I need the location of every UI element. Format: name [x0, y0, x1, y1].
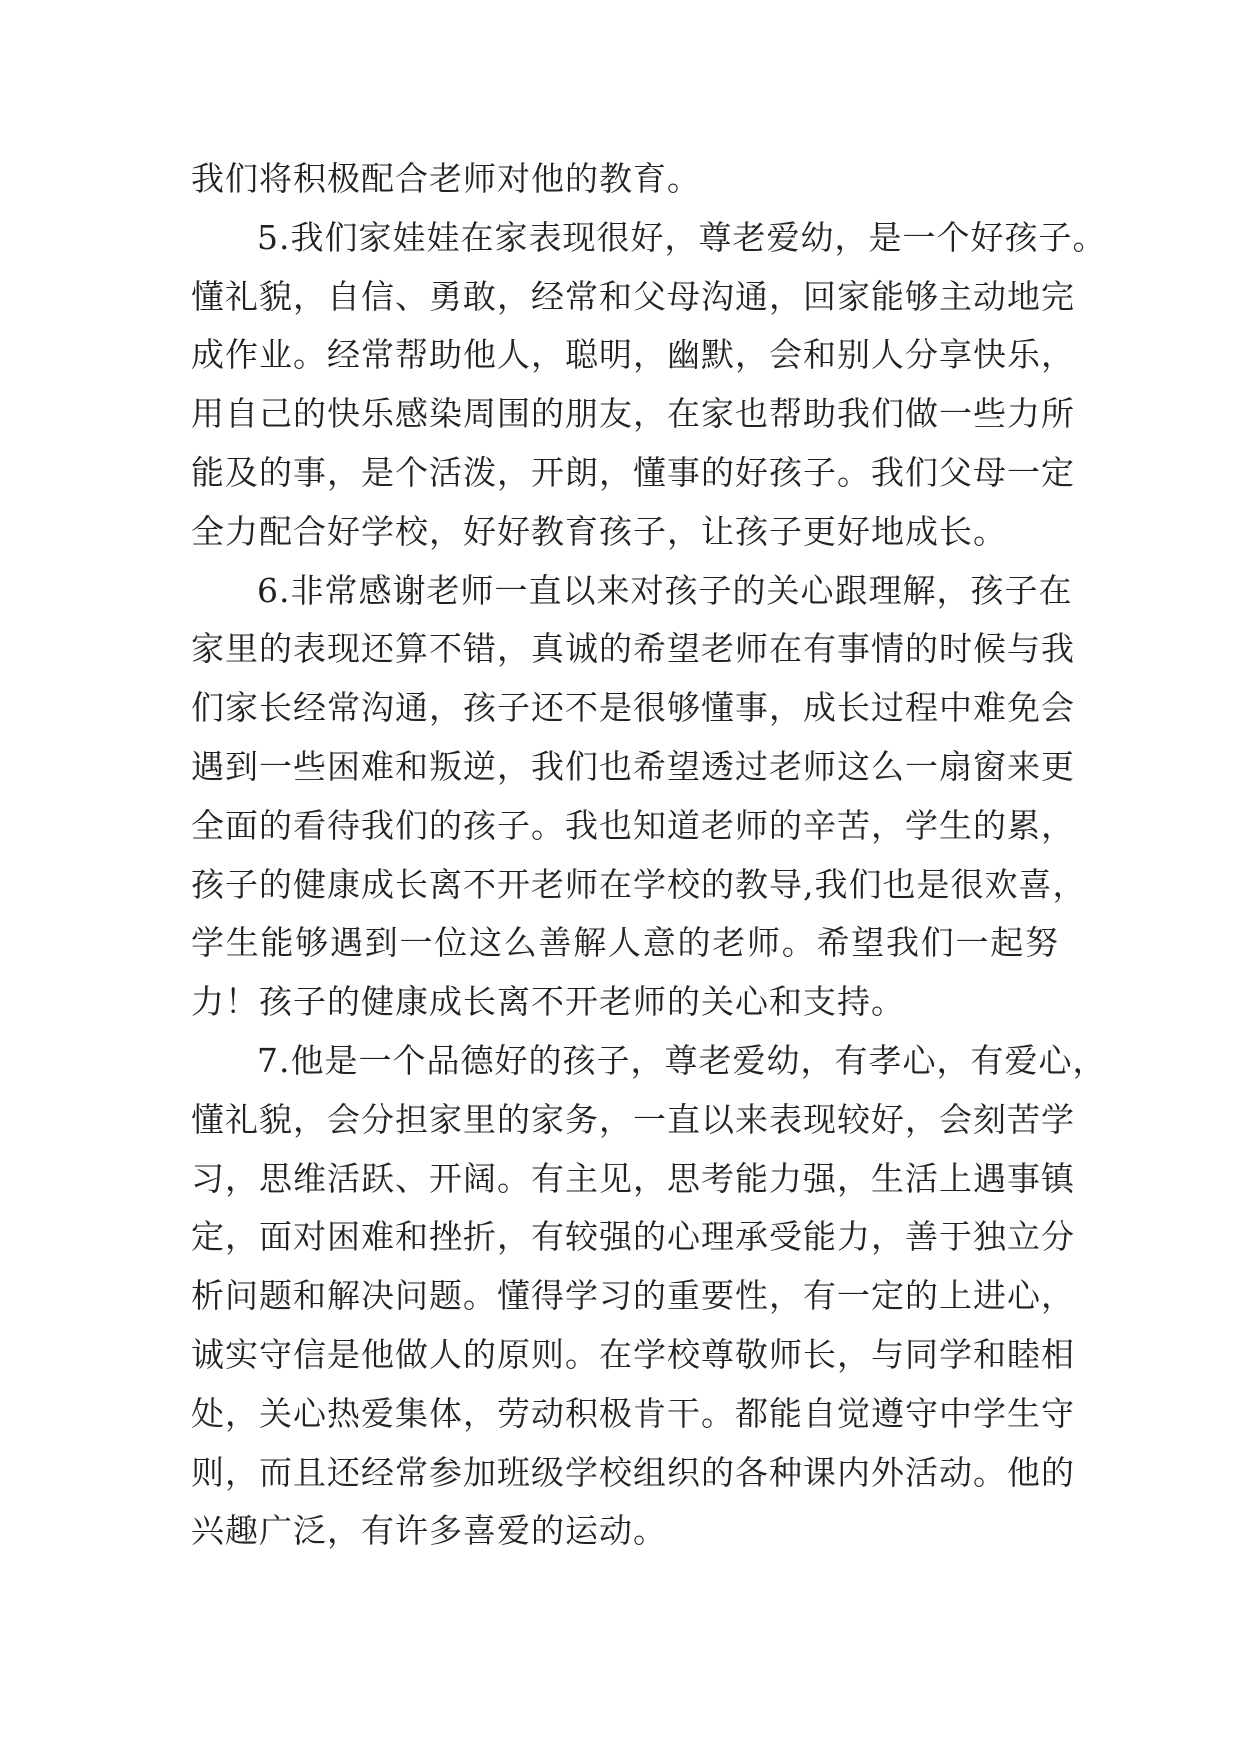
text-line: 析问题和解决问题。懂得学习的重要性，有一定的上进心，: [191, 1276, 1075, 1316]
text-line: 懂礼貌，自信、勇敢，经常和父母沟通，回家能够主动地完: [191, 276, 1075, 316]
text-line: 全面的看待我们的孩子。我也知道老师的辛苦，学生的累，: [191, 805, 1075, 845]
text-line: 5.我们家娃娃在家表现很好，尊老爱幼，是一个好孩子。: [257, 217, 1107, 257]
text-line: 力！孩子的健康成长离不开老师的关心和支持。: [191, 982, 905, 1022]
paragraph-item-5: [191, 209, 1107, 562]
paragraph-continuation: [191, 150, 1059, 209]
text-line: 7.他是一个品德好的孩子，尊老爱幼，有孝心，有爱心，: [257, 1040, 1107, 1080]
text-line: 遇到一些困难和叛逆，我们也希望透过老师这么一扇窗来更: [191, 746, 1075, 786]
text-line: 孩子的健康成长离不开老师在学校的教导,我们也是很欢喜，: [191, 864, 1087, 904]
text-line: 们家长经常沟通，孩子还不是很够懂事，成长过程中难免会: [191, 688, 1075, 728]
text-line: 能及的事，是个活泼，开朗，懂事的好孩子。我们父母一定: [191, 452, 1075, 492]
paragraph-item-6: [191, 562, 1087, 1032]
text-line: 定，面对困难和挫折，有较强的心理承受能力，善于独立分: [191, 1217, 1075, 1257]
text-line: 6.非常感谢老师一直以来对孩子的关心跟理解，孩子在: [257, 570, 1073, 610]
text-line: 全力配合好学校，好好教育孩子，让孩子更好地成长。: [191, 511, 1007, 551]
text-line: 学生能够遇到一位这么善解人意的老师。希望我们一起努: [191, 923, 1059, 963]
text-line: 家里的表现还算不错，真诚的希望老师在有事情的时候与我: [191, 629, 1075, 669]
text-line: 成作业。经常帮助他人，聪明，幽默，会和别人分享快乐，: [191, 335, 1075, 375]
paragraph-item-7: [191, 1032, 1107, 1561]
text-line: 懂礼貌，会分担家里的家务，一直以来表现较好，会刻苦学: [191, 1099, 1075, 1139]
text-line: 习，思维活跃、开阔。有主见，思考能力强，生活上遇事镇: [191, 1158, 1075, 1198]
text-line: 用自己的快乐感染周围的朋友，在家也帮助我们做一些力所: [191, 394, 1075, 434]
text-line: 处，关心热爱集体，劳动积极肯干。都能自觉遵守中学生守: [191, 1393, 1075, 1433]
text-line: 我们将积极配合老师对他的教育。: [191, 159, 701, 198]
text-line: 兴趣广泛，有许多喜爱的运动。: [191, 1511, 667, 1551]
document-body: [191, 150, 1107, 1561]
text-line: 则，而且还经常参加班级学校组织的各种课内外活动。他的: [191, 1452, 1075, 1492]
text-line: 诚实守信是他做人的原则。在学校尊敬师长，与同学和睦相: [191, 1334, 1075, 1374]
